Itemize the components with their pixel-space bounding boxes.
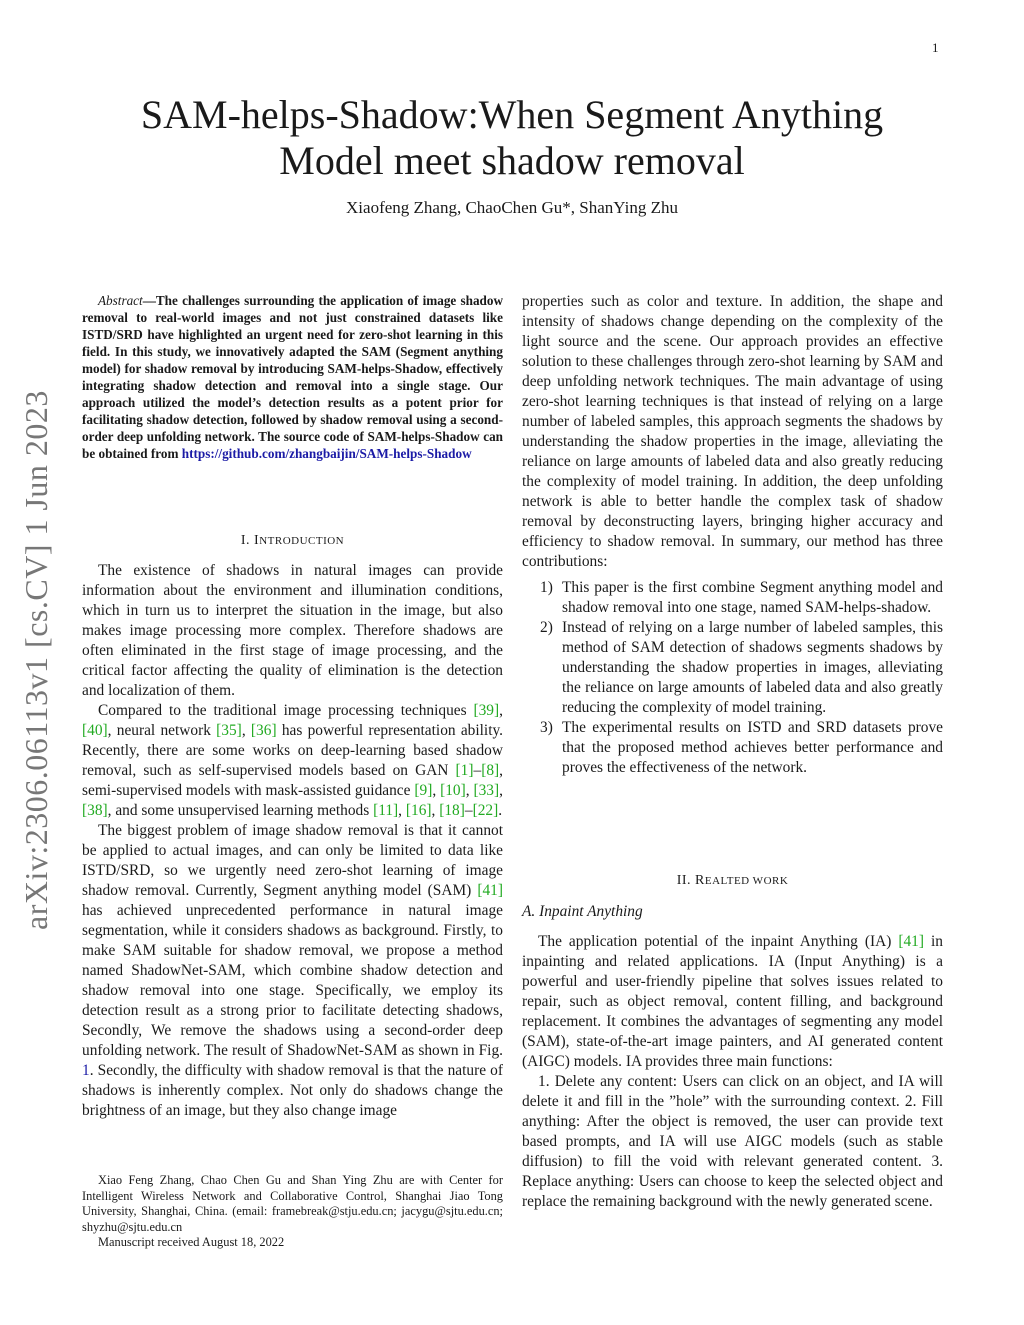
- section-number: I.: [240, 533, 255, 548]
- paper-title: SAM-helps-Shadow:When Segment Anything Model meet shadow removal: [140, 92, 884, 183]
- list-text: Instead of relying on a large number of labeled samples, this method of SAM detection of shadows segments shadows by understanding the shadow properties in images, alleviating the reliance on large amounts of labeled data and also greatly reducing the complexity of model training.: [562, 619, 943, 716]
- section-heading-related-work: [522, 871, 943, 891]
- footnote-received: Manuscript received August 18, 2022: [98, 1235, 285, 1249]
- citation-link[interactable]: [35]: [216, 722, 242, 739]
- contribution-item: [522, 578, 943, 618]
- intro-paragraph-2: Compared to the traditional image processing techniques [39], [40], neural network [35], [36] has powerful representation ability. Recently, there are some works on deep-learning based shadow removal, such as self-supervised models based on GAN [1]–[8], semi-supervised models with mask-assisted guidance [9], [10], [33], [38], and some unsupervised learning methods [11], [16], [18]–[22].: [82, 702, 504, 819]
- related-work-section: [522, 871, 943, 1212]
- intro-paragraph-4: properties such as color and texture. In addition, the shape and intensity of shadows change depending on the complexity of the light source and the scene. Our approach provides an effective solution to these challenges through zero-shot learning by SAM and deep unfolding network techniques. The main advantage of using zero-shot learning techniques is that instead of relying on a large number of labeled samples, this approach segments the shadows by understanding the shadow properties in the image, alleviating the reliance on large amounts of labeled data and also greatly reducing the complexity of model training. In addition, the deep unfolding network is able to better handle the complex task of shadow removal by deconstructing layers, bringing higher accuracy and efficiency to shadow removal. In summary, our method has three contributions:: [522, 293, 943, 570]
- list-number: 2): [540, 619, 553, 636]
- contribution-item: [522, 718, 943, 778]
- list-number: 1): [540, 579, 553, 596]
- abstract-text: —The challenges surrounding the application of image shadow removal to real-world images and not just constrained datasets like ISTD/SRD have highlighted an urgent need for zero-shot learning in this field. In this study, we innovatively adapted the SAM (Segment anything model) for shadow removal by introducing SAM-helps-Shadow, effectively integrating shadow detection and removal into a single stage. Our approach utilized the model’s detection results as a potent prior for facilitating shadow detection, followed by shadow removal using a second-order deep unfolding network. The source code of SAM-helps-Shadow can be obtained from: [82, 293, 503, 461]
- citation-link[interactable]: [38]: [82, 802, 108, 819]
- citation-link[interactable]: [18]: [439, 802, 465, 819]
- arxiv-identifier: arXiv:2306.06113v1 [cs.CV] 1 Jun 2023: [18, 390, 54, 930]
- footnote: [82, 1173, 503, 1251]
- page-number: 1: [932, 40, 939, 55]
- citation-link[interactable]: [16]: [405, 802, 432, 819]
- citation-link[interactable]: [41]: [898, 933, 925, 950]
- section-smallcaps: NTRODUCTION: [259, 535, 345, 547]
- citation-link[interactable]: [10]: [440, 782, 466, 799]
- source-code-link[interactable]: https://github.com/zhangbaijin/SAM-helps-Shadow: [181, 446, 472, 461]
- contribution-item: [522, 618, 943, 718]
- list-text: This paper is the first combine Segment anything model and shadow removal into one stage, named SAM-helps-shadow.: [562, 579, 943, 616]
- citation-link[interactable]: [40]: [82, 722, 108, 739]
- section-number: II.: [676, 873, 696, 888]
- list-number: 3): [540, 719, 553, 736]
- list-text: The experimental results on ISTD and SRD datasets prove that the proposed method achieves better performance and proves the effectiveness of the network.: [562, 719, 943, 776]
- contributions-list: [522, 578, 943, 778]
- related-paragraph-2: 1. Delete any content: Users can click on an object, and IA will delete it and fill in the ”hole” with the surrounding context. 2. Fill anything: After the object is removed, the user can provide text based prompts, and IA will use AIGC models (such as stable diffusion) to fill the void with relevant generated content. 3. Replace anything: Users can choose to keep the selected object and replace the remaining background with the newly generated scene.: [522, 1073, 943, 1210]
- citation-link[interactable]: [41]: [477, 882, 503, 899]
- introduction-section: [82, 531, 503, 1121]
- citation-link[interactable]: [9]: [414, 782, 433, 799]
- section-initial: R: [695, 873, 705, 888]
- section-heading-introduction: [82, 531, 503, 551]
- footnote-affiliation: Xiao Feng Zhang, Chao Chen Gu and Shan Ying Zhu are with Center for Intelligent Wireless Network and Collaborative Control, Shanghai Jiao Tong University, Shanghai, China. (email: framebreak@stju.edu.cn; jacygu@sjtu.edu.cn; shyzhu@sjtu.edu.cn: [82, 1173, 503, 1234]
- figure-reference-link[interactable]: 1: [82, 1062, 90, 1079]
- citation-link[interactable]: [33]: [473, 782, 500, 799]
- paper-authors: Xiaofeng Zhang, ChaoChen Gu*, ShanYing Zhu: [346, 198, 678, 217]
- citation-link[interactable]: [36]: [250, 722, 277, 739]
- subsection-heading-inpaint-anything: A. Inpaint Anything: [522, 903, 643, 920]
- intro-continued: [522, 292, 943, 778]
- abstract: [82, 292, 503, 462]
- abstract-label: Abstract: [98, 293, 143, 308]
- citation-link[interactable]: [1]: [455, 762, 474, 779]
- intro-paragraph-3: The biggest problem of image shadow removal is that it cannot be applied to actual images, and can only be limited to data like ISTD/SRD, so we urgently need zero-shot learning of image shadow removal. Currently, Segment anything model (SAM) [41] has achieved unprecedented performance in natural image segmentation, while it considers shadows as background. Firstly, to make SAM suitable for shadow removal, we propose a method named ShadowNet-SAM, which combine shadow detection and shadow removal into one stage. Specifically, we employ its detection result as a strong prior to facilitate detecting shadows, Secondly, We remove the shadows using a second-order deep unfolding network. The result of ShadowNet-SAM as shown in Fig. 1. Secondly, the difficulty with shadow removal is that the nature of shadows is inherently complex. Not only do shadows change the brightness of an image, but they also change image: [82, 822, 503, 1119]
- related-paragraph-1: The application potential of the inpaint Anything (IA) [41] in inpainting and related applications. IA (Input Anything) is a powerful and user-friendly pipeline that solves issues related to repair, such as object removal, content filling, and background replacement. It combines the advantages of segmenting any model (SAM), state-of-the-art image painters, and AI generated content (AIGC) models. IA provides three main functions:: [522, 933, 943, 1070]
- intro-paragraph-1: The existence of shadows in natural images can provide information about the environment and illumination conditions, which in turn us to interpret the situation in the image, but also makes image processing more complex. Therefore shadows are often eliminated in the first stage of image processing, and the critical factor affecting the quality of elimination is the detection and localization of them.: [82, 562, 503, 699]
- citation-link[interactable]: [39]: [473, 702, 500, 719]
- citation-link[interactable]: [8]: [481, 762, 500, 779]
- citation-link[interactable]: [11]: [373, 802, 399, 819]
- section-smallcaps: EALTED WORK: [704, 875, 789, 887]
- citation-link[interactable]: [22]: [472, 802, 499, 819]
- section-initial: I: [254, 533, 260, 548]
